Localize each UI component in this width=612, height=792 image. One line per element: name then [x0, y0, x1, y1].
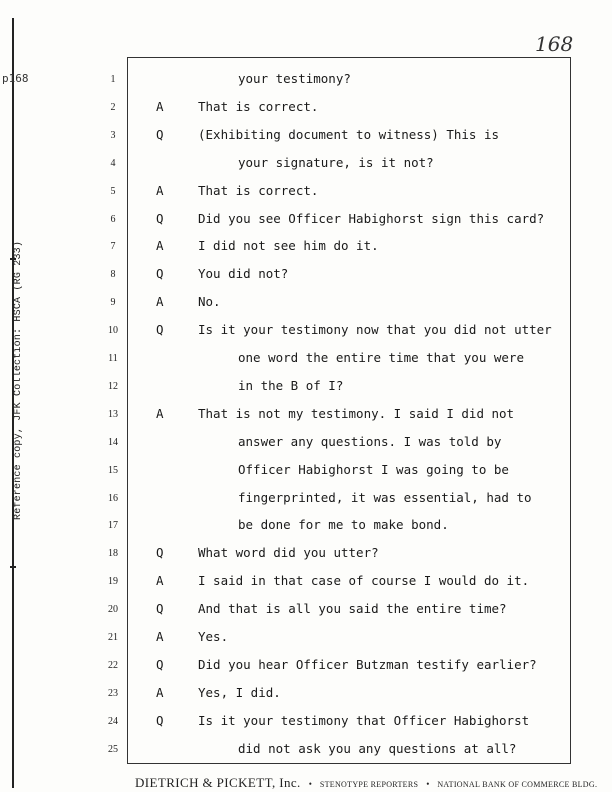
speaker-label: Q — [156, 545, 164, 561]
line-number: 5 — [110, 185, 116, 197]
page-stamp: p168 — [2, 72, 29, 85]
transcript-line — [0, 657, 612, 677]
speaker-label: Q — [156, 210, 164, 226]
testimony-text: Is it your testimony that Officer Habighorst — [198, 712, 530, 728]
line-number: 1 — [110, 74, 116, 85]
transcript-line — [0, 378, 612, 398]
testimony-text: did not ask you any questions at all? — [238, 740, 517, 756]
transcript-line — [0, 601, 612, 621]
footer-separator: • — [426, 779, 430, 789]
testimony-text: answer any questions. I was told by — [238, 433, 502, 449]
testimony-text: fingerprinted, it was essential, had to — [238, 489, 532, 505]
testimony-text: Did you see Officer Habighorst sign this card? — [198, 210, 545, 226]
speaker-label: Q — [156, 656, 164, 672]
transcript-line — [0, 517, 612, 537]
transcript-line — [0, 294, 612, 314]
collection-side-note: Reference copy, JFK Collection: HSCA (RG 233) — [13, 240, 24, 520]
line-number: 21 — [108, 632, 118, 643]
speaker-label: A — [156, 684, 164, 700]
transcript-line — [0, 183, 612, 203]
speaker-label: A — [156, 629, 164, 644]
line-number: 3 — [110, 129, 116, 141]
testimony-text: (Exhibiting document to witness) This is — [198, 126, 500, 142]
transcript-line — [0, 71, 612, 91]
transcript-line — [0, 434, 612, 454]
line-number: 17 — [108, 520, 118, 532]
testimony-text: in the B of I? — [238, 377, 344, 393]
line-number: 18 — [108, 548, 118, 560]
testimony-text: That is not my testimony. I said I did not — [198, 405, 515, 421]
transcript-line — [0, 238, 612, 258]
line-number: 9 — [110, 297, 116, 309]
transcript-line — [0, 127, 612, 147]
transcript-line — [0, 545, 612, 565]
reporter-firm: DIETRICH & PICKETT, Inc. — [135, 775, 301, 790]
speaker-label: Q — [156, 601, 164, 617]
line-number: 11 — [108, 353, 118, 364]
speaker-label: Q — [156, 322, 164, 338]
line-number: 19 — [108, 576, 118, 588]
testimony-text: your signature, is it not? — [238, 154, 434, 170]
transcript-line — [0, 211, 612, 231]
handwritten-page-number: 168 — [535, 32, 574, 56]
footer-separator: • — [308, 779, 312, 789]
reporter-service: STENOTYPE REPORTERS — [319, 780, 419, 789]
speaker-label: Q — [156, 266, 164, 282]
testimony-text: That is correct. — [198, 98, 319, 114]
margin-tick — [10, 566, 16, 568]
transcript-line — [0, 713, 612, 733]
line-number: 16 — [108, 492, 118, 504]
line-number: 15 — [108, 464, 118, 476]
transcript-line — [0, 266, 612, 286]
reporter-address: NATIONAL BANK OF COMMERCE BLDG. — [437, 780, 598, 789]
transcript-line — [0, 490, 612, 510]
testimony-text: That is correct. — [198, 182, 319, 198]
transcript-line — [0, 573, 612, 593]
testimony-text: Yes. — [198, 629, 229, 644]
speaker-label: A — [156, 182, 164, 198]
transcript-line — [0, 99, 612, 119]
line-number: 8 — [110, 269, 116, 281]
line-number: 22 — [108, 659, 118, 671]
testimony-text: Is it your testimony now that you did not utter — [198, 322, 552, 338]
transcript-line — [0, 350, 612, 370]
transcript-line — [0, 155, 612, 175]
line-number: 2 — [110, 101, 116, 113]
transcript-line — [0, 685, 612, 705]
line-number: 4 — [110, 157, 116, 169]
testimony-text: Did you hear Officer Butzman testify earlier? — [198, 656, 537, 672]
line-number: 6 — [110, 213, 116, 225]
speaker-label: A — [156, 238, 164, 254]
line-number: 12 — [108, 380, 118, 392]
transcript-line — [0, 462, 612, 482]
speaker-label: Q — [156, 126, 164, 142]
line-number: 7 — [110, 241, 116, 253]
testimony-text: be done for me to make bond. — [238, 517, 449, 533]
testimony-text: your testimony? — [238, 71, 351, 86]
testimony-text: What word did you utter? — [198, 545, 379, 561]
testimony-text: one word the entire time that you were — [238, 350, 524, 365]
testimony-text: Officer Habighorst I was going to be — [238, 461, 509, 477]
speaker-label: A — [156, 98, 164, 114]
testimony-text: Yes, I did. — [198, 684, 281, 700]
testimony-text: No. — [198, 294, 221, 310]
line-number: 24 — [108, 715, 118, 727]
line-number: 10 — [108, 325, 118, 337]
transcript-line — [0, 322, 612, 342]
transcript-line — [0, 406, 612, 426]
speaker-label: A — [156, 294, 164, 310]
line-number: 23 — [108, 687, 118, 699]
reporter-footer — [135, 774, 597, 792]
testimony-text: You did not? — [198, 266, 289, 282]
testimony-text: I did not see him do it. — [198, 238, 379, 254]
speaker-label: Q — [156, 712, 164, 728]
line-number: 14 — [108, 436, 118, 448]
transcript-line — [0, 741, 612, 761]
line-number: 25 — [108, 743, 118, 755]
line-number: 13 — [108, 408, 118, 420]
line-number: 20 — [108, 604, 118, 616]
transcript-line — [0, 629, 612, 649]
testimony-text: And that is all you said the entire time? — [198, 601, 507, 617]
speaker-label: A — [156, 405, 164, 421]
speaker-label: A — [156, 573, 164, 589]
testimony-text: I said in that case of course I would do it. — [198, 573, 530, 589]
